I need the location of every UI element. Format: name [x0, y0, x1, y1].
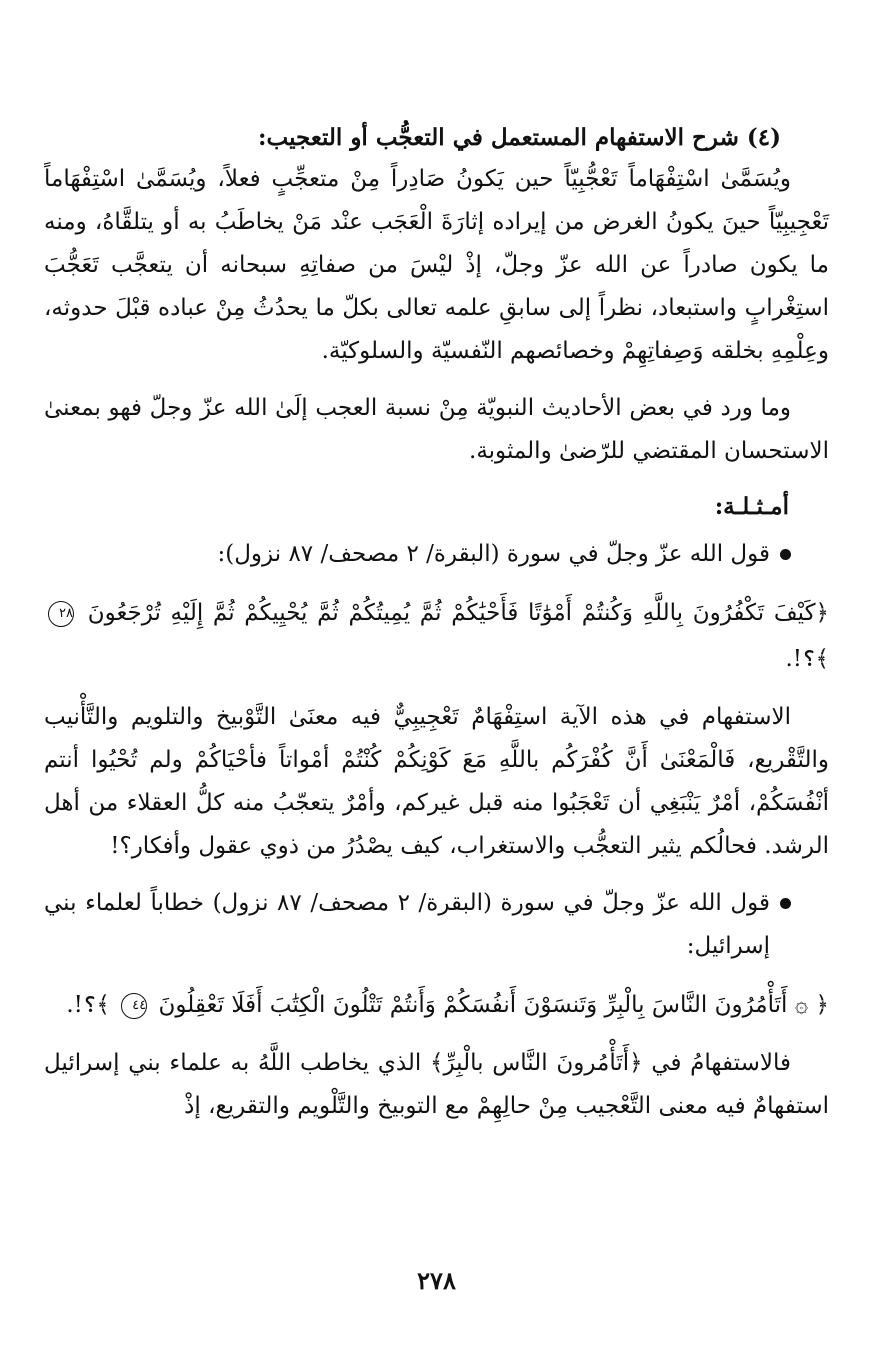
verse-text: ﴿ ۞ أَتَأْمُرُونَ النَّاسَ بِالْبِرِّ وَتَنسَوْنَ أَنفُسَكُمْ وَأَنتُمْ تَتْلُونَ الْكِتَٰبَ أَفَلَا تَعْقِلُونَ: [158, 992, 829, 1018]
quran-verse-2: [44, 982, 829, 1028]
quran-verse-1: [44, 590, 829, 682]
paragraph-explanation-2: فالاستفهامُ في ﴿أَتَأْمُرونَ النَّاس بالْبِرِّ﴾ الذي يخاطب اللَّهُ به علماء بني إسرائيل استفهامٌ فيه معنى التَّعْجيب مِنْ حالِهِمْ مع التوبيخ والتَّلْويم والتقريع، إذْ: [44, 1050, 829, 1119]
paragraph-hadith-note: وما ورد في بعض الأحاديث النبويّة مِنْ نسبة العجب إلَىٰ الله عزّ وجلّ فهو بمعنىٰ الاستحسان المقتضي للرّضىٰ والمثوبة.: [44, 395, 829, 464]
section-heading: (٤) شرح الاستفهام المستعمل في التعجُّب أو التعجيب:: [258, 124, 781, 151]
verse-text: ﴿كَيْفَ تَكْفُرُونَ بِاللَّهِ وَكُنتُمْ أَمْوَٰتًا فَأَحْيَٰكُمْ ثُمَّ يُمِيتُكُمْ ثُمَّ يُحْيِيكُمْ ثُمَّ إِلَيْهِ تُرْجَعُونَ: [87, 600, 829, 626]
bullet-item-1: [44, 533, 829, 576]
bullet-icon: [780, 549, 791, 560]
bullet-text: قول الله عزّ وجلّ في سورة (البقرة/ ٢ مصحف/ ٨٧ نزول) خطاباً لعلماء بني إسرائيل:: [44, 890, 770, 959]
paragraph-explanation-1: الاستفهام في هذه الآية استِفْهَامٌ تَعْجِيبِيٌّ فيه معنَىٰ التَّوْبيخ والتلويم والتَّأْنيب والتَّقْريع، فَالْمَعْنَىٰ أَنَّ كُفْرَكُم باللَّهِ مَعَ كَوْنِكُمْ كُنْتُمْ أمْواتاً فأحْيَاكُمْ ولم تُحْيُوا أنتم أنْفُسَكُمْ، أمْرٌ يَنْبَغِي أن تَعْجَبُوا منه قبل غيركم، وأمْرٌ يتعجّبُ منه كلُّ العقلاء من أهل الرشد. فحالُكم يثير التعجُّب والاستغراب، كيف يصْدُرُ من ذوي عقول وأفكار؟!: [44, 704, 829, 859]
examples-label: أمـثـلـة:: [714, 493, 789, 520]
page-number: ٢٧٨: [417, 1266, 456, 1295]
paragraph-definition: ويُسَمَّىٰ اسْتِفْهَاماً تَعْجُّبِيّاً حين يَكونُ صَادِراً مِنْ متعجِّبٍ فعلاً، ويُسَمَّىٰ اسْتِفْهَاماً تَعْجِيبِيّاً حينَ يكونُ الغرض من إيراده إثارَةَ الْعَجَب عنْد مَنْ يخاطَبُ به أو يتلقَّاهُ، ومنه ما يكون صادراً عن الله عزّ وجلّ، إذْ ليْسَ من صفاتِهِ سبحانه أن يتعجَّب تَعَجُّبَ استِغْرابٍ واستبعاد، نظراً إلى سابقِ علمه تعالى بكلّ ما يحدُثُ مِنْ عباده قبْلَ حدوثه، وعِلْمِهِ بخلقه وَصِفاتِهِمْ وخصائصهم النّفسيّة والسلوكيّة.: [44, 166, 829, 364]
bullet-item-2: [44, 882, 829, 968]
verse-end: ﴾؟!.: [66, 992, 110, 1018]
bullet-text: قول الله عزّ وجلّ في سورة (البقرة/ ٢ مصحف/ ٨٧ نزول):: [217, 541, 770, 567]
bullet-icon: [780, 898, 791, 909]
verse-end: ﴾؟!.: [785, 646, 829, 672]
ayah-number-icon: ٢٨: [48, 601, 74, 627]
ayah-number-icon: ٤٤: [121, 993, 147, 1019]
